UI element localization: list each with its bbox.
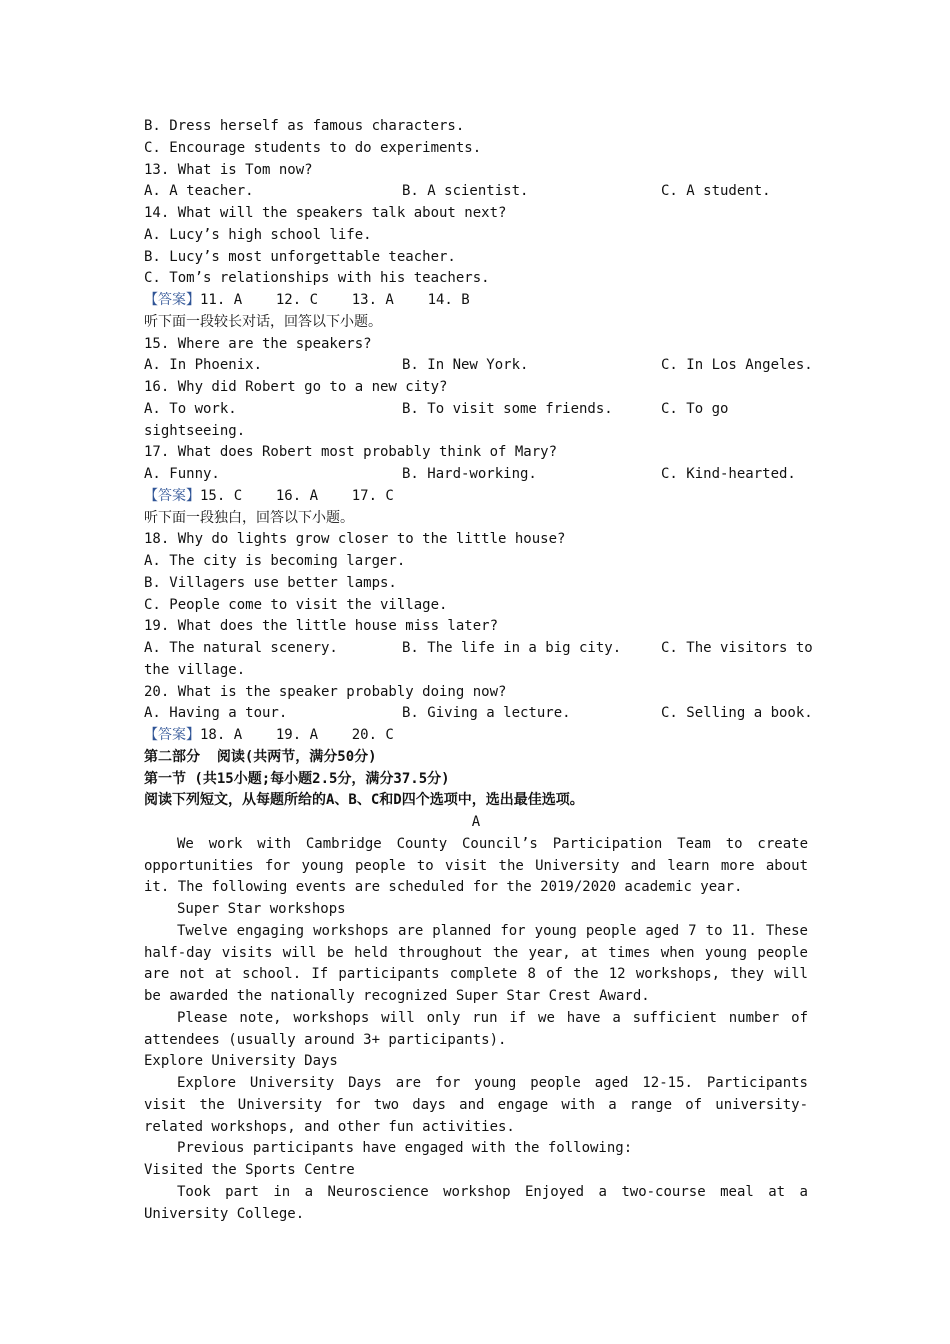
q12-option-b: B. Dress herself as famous characters. (144, 118, 465, 134)
q17-option-c: C. Kind-hearted. (661, 466, 796, 482)
q17-option-a: A. Funny. (144, 466, 220, 482)
q13-option-a: A. A teacher. (144, 183, 254, 200)
passage-paragraph-3: Please note, workshops will only run if we have a sufficient number of attendees (usually around 3+ participants). (144, 1009, 808, 1048)
answer-tag: 【答案】 (144, 727, 200, 743)
q19-option-c: C. The visitors to (661, 640, 813, 656)
q15-options (144, 355, 813, 377)
passage-label: A (471, 814, 481, 830)
q17-options (144, 464, 808, 486)
q20-option-c: C. Selling a book. (661, 705, 813, 722)
q14-option-a: A. Lucy’s high school life. (144, 226, 372, 243)
answer-line-2 (144, 486, 808, 508)
listening-intro-3: 听下面一段独白，回答以下小题。 (144, 509, 354, 526)
q16-question: 16. Why did Robert go to a new city? (144, 379, 448, 395)
q13-option-b: B. A scientist. (402, 183, 529, 200)
q16-options (144, 399, 808, 421)
passage-paragraph-2: Twelve engaging workshops are planned for young people aged 7 to 11. These half-day visits will be held throughout the year, at times when young people are not at school. If participants complete 8 of the 12 workshops, they will be awarded the nationally recognized Super Star Crest Award. (144, 922, 808, 1004)
q16-option-a: A. To work. (144, 400, 237, 417)
q15-option-a: A. In Phoenix. (144, 357, 263, 374)
reading-instruction: 阅读下列短文，从每题所给的A、B、C和D四个选项中，选出最佳选项。 (144, 792, 584, 809)
q18-option-c: C. People come to visit the village. (144, 596, 448, 613)
q14-option-c: C. Tom’s relationships with his teachers. (144, 270, 490, 287)
q18-option-b: B. Villagers use better lamps. (144, 574, 397, 591)
q19-option-a: A. The natural scenery. (144, 640, 338, 656)
answer-line-1 (144, 290, 808, 312)
q16-option-c: C. To go (661, 400, 729, 417)
passage-paragraph-5: Previous participants have engaged with the following: (177, 1140, 633, 1157)
q20-option-a: A. Having a tour. (144, 705, 288, 722)
answer-text: 15. C 16. A 17. C (200, 487, 394, 504)
q19-option-b: B. The life in a big city. (402, 640, 622, 656)
passage-paragraph-4: Explore University Days are for young people aged 12-15. Participants visit the University for two days and engage with a range of university-related workshops, and other fun activities. (144, 1075, 808, 1135)
answer-tag: 【答案】 (144, 487, 200, 504)
q15-option-c: C. In Los Angeles. (661, 357, 813, 374)
q14-option-b: B. Lucy’s most unforgettable teacher. (144, 248, 456, 265)
passage-paragraph-6: Took part in a Neuroscience workshop Enjoyed a two-course meal at a University College. (144, 1183, 808, 1222)
q13-option-c: C. A student. (661, 183, 771, 200)
q13-options (144, 181, 808, 203)
q20-question: 20. What is the speaker probably doing now? (144, 683, 507, 700)
section-heading-explore-days: Explore University Days (144, 1053, 338, 1070)
answer-tag: 【答案】 (144, 292, 200, 308)
q19-question: 19. What does the little house miss later? (144, 618, 499, 635)
part2-heading: 第二部分 阅读(共两节，满分50分) (144, 748, 377, 765)
q17-question: 17. What does Robert most probably think of Mary? (144, 444, 558, 461)
q14-question: 14. What will the speakers talk about next? (144, 205, 507, 221)
q15-option-b: B. In New York. (402, 357, 529, 374)
section-heading-sports-centre: Visited the Sports Centre (144, 1162, 355, 1178)
answer-text: 18. A 19. A 20. C (200, 727, 394, 743)
section-heading-super-star: Super Star workshops (177, 901, 346, 917)
passage-paragraph-1: We work with Cambridge County Council’s Participation Team to create opportunities for young people to visit the University and learn more about it. The following events are scheduled for the 2019/2020 academic year. (144, 835, 808, 896)
q13-question: 13. What is Tom now? (144, 161, 313, 178)
answer-text: 11. A 12. C 13. A 14. B (200, 292, 470, 308)
q18-option-a: A. The city is becoming larger. (144, 553, 406, 569)
q19-option-c-continued: the village. (144, 661, 246, 678)
document-page (144, 116, 813, 1225)
section1-heading: 第一节 (共15小题;每小题2.5分，满分37.5分) (144, 770, 450, 787)
answer-line-3 (144, 725, 808, 747)
q20-option-b: B. Giving a lecture. (402, 705, 571, 722)
q20-options (144, 703, 813, 725)
q16-option-b: B. To visit some friends. (402, 400, 613, 417)
q16-option-c-continued: sightseeing. (144, 422, 246, 439)
q12-option-c: C. Encourage students to do experiments. (144, 139, 482, 156)
q19-options (144, 638, 813, 660)
listening-intro-2: 听下面一段较长对话，回答以下小题。 (144, 313, 382, 330)
q17-option-b: B. Hard-working. (402, 466, 537, 482)
q18-question: 18. Why do lights grow closer to the little house? (144, 531, 566, 548)
q15-question: 15. Where are the speakers? (144, 335, 372, 352)
